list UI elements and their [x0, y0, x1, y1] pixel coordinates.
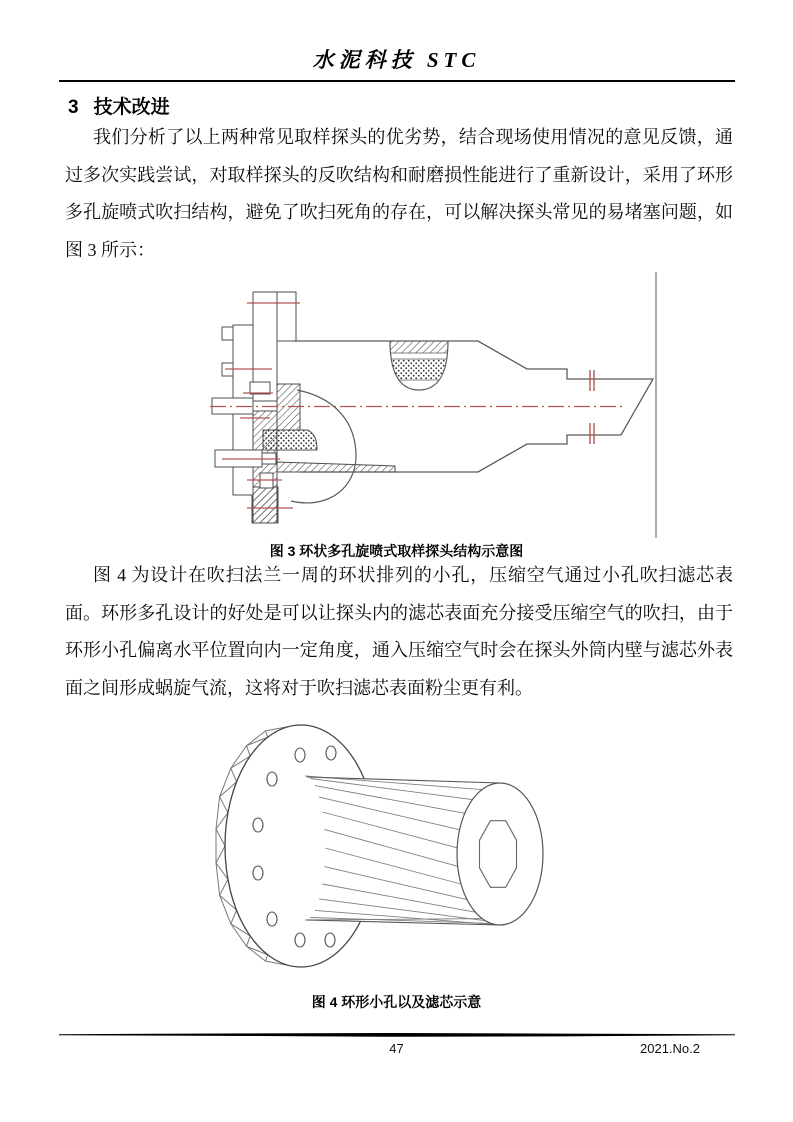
figure3-caption: 图 3 环状多孔旋喷式取样探头结构示意图: [269, 543, 524, 559]
paragraph-2: 图 4 为设计在吹扫法兰一周的环状排列的小孔，压缩空气通过小孔吹扫滤芯表面。环形多孔设计的好处是可以让探头内的滤芯表面充分接受压缩空气的吹扫，由于环形小孔偏离水平位置向内一定角度，通入压缩空气时会在探头外筒内壁与滤芯外表面之间形成蜗旋气流，这将对于吹扫滤芯表面粉尘更有利。: [65, 565, 733, 698]
figure3-probe-cross-section: [185, 272, 660, 538]
figure4-caption: 图 4 环形小孔以及滤芯示意: [311, 994, 482, 1010]
section-heading: [68, 92, 728, 119]
footer-page-number: 47: [389, 1041, 404, 1056]
header-rule: [59, 80, 735, 82]
center-hole: [480, 821, 517, 888]
footer-issue-label: 2021.No.2: [640, 1041, 700, 1056]
section-title: 技术改进: [93, 97, 170, 118]
section-number: 3: [68, 97, 79, 118]
probe-section-drawing: [185, 272, 660, 538]
filter-dome-section: [390, 341, 448, 390]
flange-section: [212, 292, 395, 523]
paragraph-1: 我们分析了以上两种常见取样探头的优劣势，结合现场使用情况的意见反馈，通过多次实践尝试，对取样探头的反吹结构和耐磨损性能进行了重新设计，采用了环形多孔旋喷式吹扫结构，避免了吹扫死角的存在，可以解决探头常见的易堵塞问题，如图 3 所示：: [65, 127, 733, 260]
footer-rule: [59, 1033, 735, 1037]
journal-title: 水泥科技 STC: [312, 48, 481, 72]
flange-filter-drawing: [215, 712, 585, 992]
nozzle-break-marks: [590, 370, 594, 444]
figure4-flange-filter-3d: [215, 712, 585, 992]
